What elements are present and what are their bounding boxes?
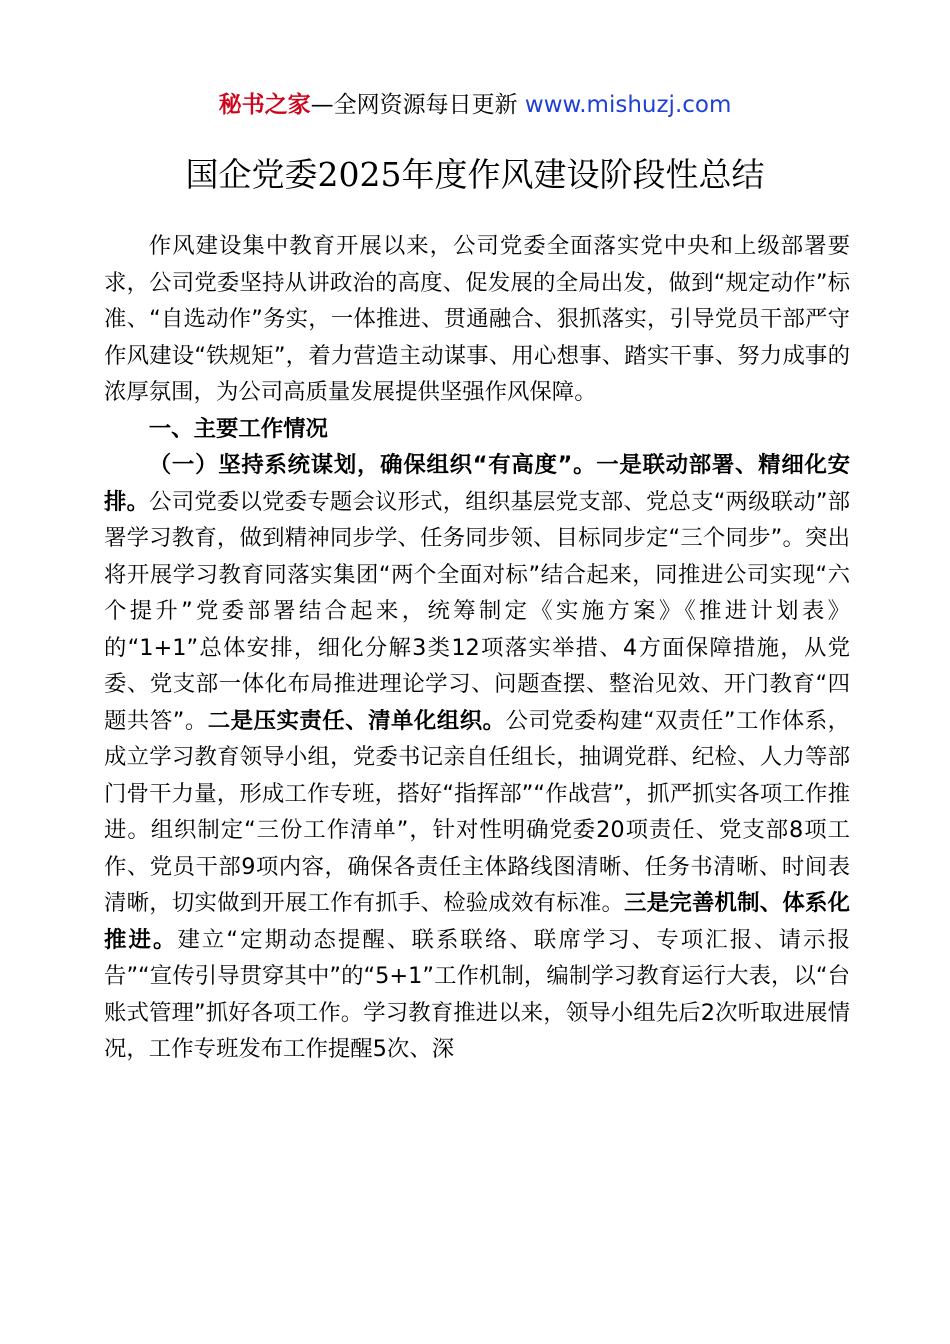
paragraph-text-3: 建立“定期动态提醒、联系联络、联席学习、专项汇报、请示报告”“宣传引导贯穿其中”的“5+1”工作机制，编制学习教育运行大表，以“台账式管理”抓好各项工作。学习教育推进以来，领导小组先后2次听取进展情况，工作专班发布工作提醒5次、深 — [104, 926, 851, 1062]
paragraph-text-1: 公司党委以党委专题会议形式，组织基层党支部、党总支“两级联动”部署学习教育，做到精神同步学、任务同步领、目标同步定“三个同步”。突出将开展学习教育同落实集团“两个全面对标”结合起来，同推进公司实现“六个提升”党委部署结合起来，统筹制定《实施方案》《推进计划表》的“1+1”总体安排，细化分解3类12项落实举措、4方面保障措施，从党委、党支部一体化布局推进理论学习、问题查摆、整治见效、开门教育“四题共答”。 — [104, 488, 851, 734]
intro-paragraph: 作风建设集中教育开展以来，公司党委全面落实党中央和上级部署要求，公司党委坚持从讲政治的高度、促发展的全局出发，做到“规定动作”标准、“自选动作”务实，一体推进、贯通融合、狠抓落实，引导党员干部严守作风建设“铁规矩”，着力营造主动谋事、用心想事、踏实干事、努力成事的浓厚氛围，为公司高质量发展提供坚强作风保障。 — [104, 233, 850, 405]
site-url-link[interactable]: www.mishuzj.com — [524, 92, 732, 118]
section-heading: 一、主要工作情况 — [148, 415, 328, 442]
document-body — [104, 228, 850, 1068]
site-header — [0, 89, 950, 121]
brand-name: 秘书之家 — [218, 92, 311, 118]
header-tagline: —全网资源每日更新 — [310, 92, 525, 118]
point-heading-2: 二是压实责任、清单化组织。 — [207, 707, 506, 734]
paragraph-text-2: 公司党委构建“双责任”工作体系，成立学习教育领导小组，党委书记亲自任组长，抽调党群、纪检、人力等部门骨干力量，形成工作专班，搭好“指挥部”“作战营”，抓严抓实各项工作推进。组织制定“三份工作清单”，针对性明确党委20项责任、党支部8项工作、党员干部9项内容，确保各责任主体路线图清晰、任务书清晰、时间表清晰，切实做到开展工作有抓手、检验成效有标准。 — [104, 707, 850, 916]
section-paragraph — [104, 447, 850, 1068]
point-heading-3: 三是完善机制、体系化推进。 — [104, 890, 851, 953]
document-title: 国企党委2025年度作风建设阶段性总结 — [185, 155, 765, 194]
subsection-lead: （一）坚持系统谋划，确保组织“有高度”。一是联动部署、精细化安排。 — [104, 452, 850, 515]
